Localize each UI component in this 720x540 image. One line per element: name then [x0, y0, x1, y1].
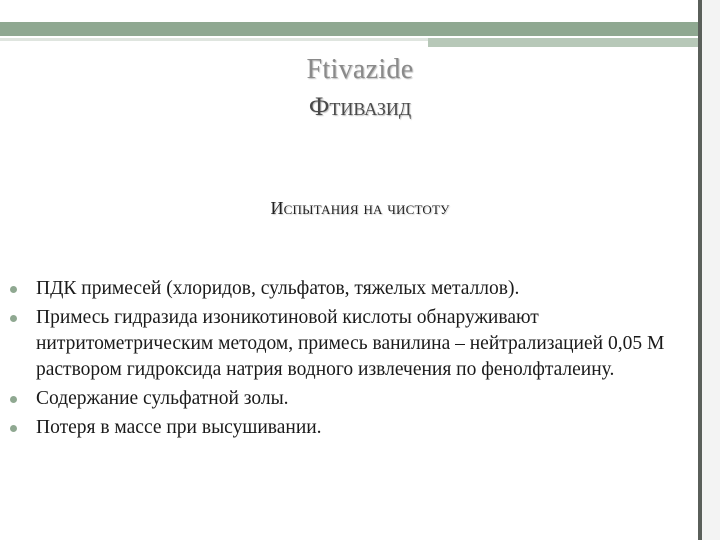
bullet-text: Примесь гидразида изоникотиновой кислоты обнаруживают нитритометрическим методом, примесь ванилина – нейтрализацией 0,05 М раствором гидроксида натрия водного извлечения по фенолфталеину. [36, 307, 665, 380]
list-item [8, 276, 698, 302]
bullet-text: Потеря в массе при высушивании. [36, 417, 322, 438]
slide-title-en: Ftivazide [306, 54, 414, 85]
section-subtitle: Испытания на чистоту [270, 198, 450, 218]
list-item [8, 415, 698, 441]
bullet-text: ПДК примесей (хлоридов, сульфатов, тяжелых металлов). [36, 278, 520, 299]
bullet-dot-icon [10, 425, 17, 432]
list-item [8, 386, 698, 412]
top-accent-band-light [428, 38, 718, 47]
list-item [8, 305, 698, 383]
bullet-dot-icon [10, 286, 17, 293]
slide-title-ru: Фтивазид [308, 92, 412, 121]
bullet-dot-icon [10, 315, 17, 322]
bullet-dot-icon [10, 396, 17, 403]
bullet-list [8, 276, 698, 444]
top-accent-band [0, 22, 698, 36]
bullet-text: Содержание сульфатной золы. [36, 388, 289, 409]
